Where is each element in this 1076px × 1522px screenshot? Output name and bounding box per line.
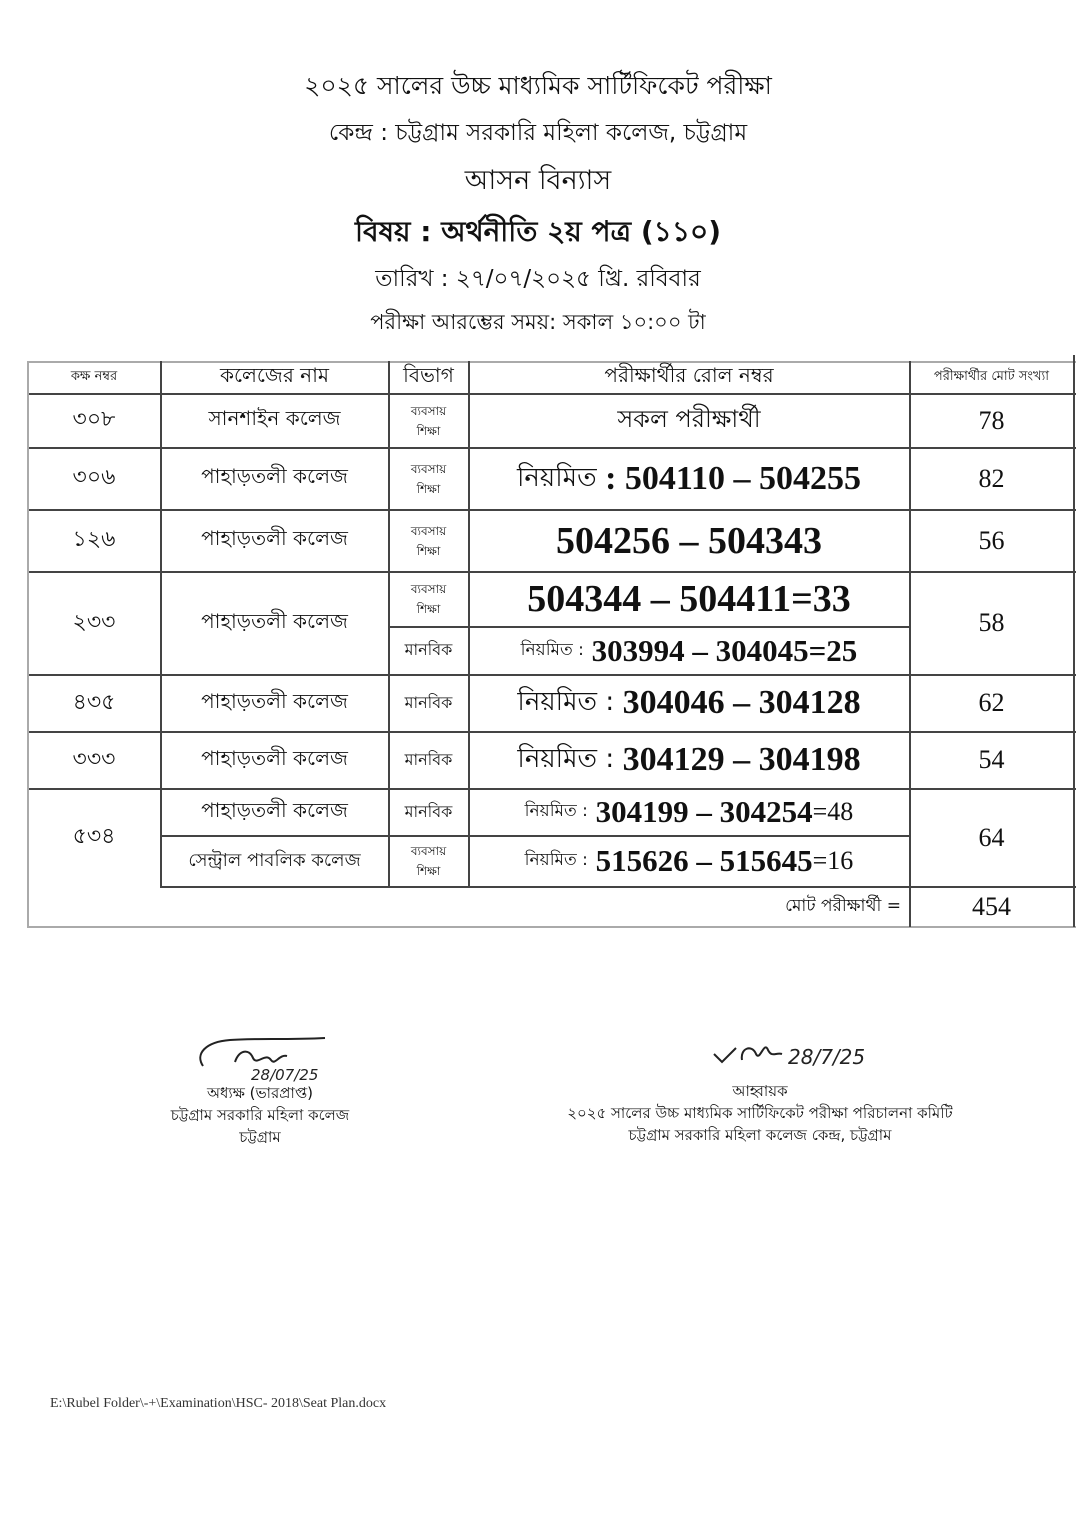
room-number: ১২৬ — [72, 527, 116, 552]
grand-total: 454 — [972, 891, 1011, 921]
room-number: ৩০৮ — [72, 407, 116, 432]
convener-committee: ২০২৫ সালের উচ্চ মাধ্যমিক সার্টিফিকেট পরীক্ষা পরিচালনা কমিটি — [567, 1104, 953, 1122]
room-number: ৪৩৫ — [72, 689, 116, 715]
roll-range — [469, 394, 909, 447]
candidate-count: 62 — [978, 688, 1005, 717]
room-number: ৩০৬ — [72, 465, 116, 490]
roll-range — [469, 836, 909, 886]
roll-prefix: নিয়মিত : — [517, 687, 615, 717]
start-time: পরীক্ষা আরম্ভের সময়: সকাল ১০:০০ টা — [370, 310, 706, 334]
roll-prefix: নিয়মিত : — [524, 850, 588, 870]
table-border — [27, 926, 1076, 928]
convener-signature — [710, 1030, 910, 1072]
convener-title: আহ্বায়ক — [732, 1082, 788, 1100]
room-number: ৫৩৪ — [72, 824, 116, 849]
department-line: শিক্ষা — [416, 543, 441, 558]
convener-signature-block — [500, 1080, 1020, 1146]
department — [389, 394, 468, 447]
department-line: ব্যবসায় — [410, 582, 447, 596]
column-header-college: কলেজের নাম — [219, 363, 330, 387]
roll-prefix: নিয়মিত — [516, 462, 597, 493]
department-line: ব্যবসায় — [410, 844, 447, 858]
room-number: ৩৩৩ — [72, 746, 116, 772]
room-number: ২৩৩ — [72, 609, 116, 635]
center-name: কেন্দ্র : চট্টগ্রাম সরকারি মহিলা কলেজ, চট্টগ্রাম — [328, 120, 748, 146]
roll-range — [469, 448, 909, 509]
document-title: আসন বিন্যাস — [464, 165, 612, 196]
principal-signature — [175, 1032, 345, 1084]
college-name: পাহাড়তলী কলেজ — [201, 688, 348, 713]
signature-date: 28/07/25 — [251, 1066, 319, 1084]
candidate-count: 82 — [978, 463, 1005, 493]
column-header-total: পরীক্ষার্থীর মোট সংখ্যা — [933, 369, 1050, 384]
college-name: পাহাড়তলী কলেজ — [201, 526, 348, 550]
exam-title: ২০২৫ সালের উচ্চ মাধ্যমিক সার্টিফিকেট পরীক্ষা — [304, 71, 772, 100]
column-header-department: বিভাগ — [403, 363, 454, 387]
roll-count: =16 — [812, 846, 854, 875]
college-name: সেন্ট্রাল পাবলিক কলেজ — [188, 849, 361, 871]
subject-line: বিষয় : অর্থনীতি ২য় পত্র (১১০) — [354, 215, 721, 248]
candidate-count: 54 — [978, 745, 1005, 774]
department-line: শিক্ষা — [416, 864, 441, 878]
college-name: পাহাড়তলী কলেজ — [201, 797, 348, 822]
roll-range — [469, 789, 909, 835]
roll-prefix: নিয়মিত : — [517, 744, 615, 774]
department — [389, 510, 468, 571]
roll-numbers: 304129 – 304198 — [622, 741, 861, 778]
candidate-count: 64 — [978, 822, 1005, 852]
roll-numbers: 303994 – 304045=25 — [591, 632, 858, 668]
roll-range: 504344 – 504411=33 — [527, 578, 851, 620]
roll-range — [469, 732, 909, 788]
roll-count: =48 — [812, 797, 854, 826]
grand-total-label: মোট পরীক্ষার্থী = — [785, 895, 901, 916]
department-line: শিক্ষা — [416, 602, 441, 616]
signature-date: 28/7/25 — [788, 1045, 866, 1069]
roll-numbers: 304199 – 304254 — [595, 794, 813, 829]
roll-prefix: নিয়মিত : — [524, 801, 588, 821]
roll-numbers: : 504110 – 504255 — [605, 459, 862, 497]
department — [389, 448, 468, 509]
exam-date: তারিখ : ২৭/০৭/২০২৫ খ্রি. রবিবার — [375, 266, 701, 292]
department — [389, 836, 468, 886]
roll-range: 504256 – 504343 — [556, 519, 822, 562]
candidate-count: 78 — [978, 405, 1005, 435]
roll-range — [469, 627, 909, 674]
department: মানবিক — [404, 640, 453, 659]
roll-range — [469, 675, 909, 731]
table-border — [1073, 355, 1075, 927]
department: মানবিক — [404, 801, 453, 821]
candidate-count: 56 — [978, 525, 1005, 555]
department — [389, 572, 468, 626]
principal-title: অধ্যক্ষ (ভারপ্রাপ্ত) — [206, 1084, 314, 1102]
column-header-roll: পরীক্ষার্থীর রোল নম্বর — [604, 363, 774, 387]
department: মানবিক — [404, 749, 453, 769]
column-header-room: কক্ষ নম্বর — [70, 369, 118, 384]
file-path: E:\Rubel Folder\-+\Examination\HSC- 2018\Seat Plan.docx — [50, 1396, 387, 1411]
roll-numbers: 515626 – 515645 — [595, 843, 813, 878]
principal-org: চট্টগ্রাম সরকারি মহিলা কলেজ — [170, 1106, 350, 1124]
department-line: শিক্ষা — [416, 423, 441, 438]
college-name: পাহাড়তলী কলেজ — [201, 464, 348, 488]
department: মানবিক — [404, 692, 453, 712]
college-name: পাহাড়তলী কলেজ — [201, 608, 348, 633]
roll-prefix: নিয়মিত : — [520, 639, 584, 660]
roll-all-candidates: সকল পরীক্ষার্থী — [617, 404, 761, 433]
convener-center: চট্টগ্রাম সরকারি মহিলা কলেজ কেন্দ্র, চট্টগ্রাম — [628, 1126, 892, 1144]
department-line: ব্যবসায় — [410, 461, 447, 476]
department-line: ব্যবসায় — [410, 523, 447, 538]
department-line: শিক্ষা — [416, 481, 441, 496]
department-line: ব্যবসায় — [410, 403, 447, 418]
candidate-count: 58 — [978, 608, 1005, 637]
college-name: সানশাইন কলেজ — [208, 406, 341, 430]
college-name: পাহাড়তলী কলেজ — [201, 745, 348, 770]
roll-numbers: 304046 – 304128 — [622, 684, 861, 721]
principal-signature-block — [130, 1082, 390, 1148]
principal-city: চট্টগ্রাম — [239, 1128, 281, 1146]
